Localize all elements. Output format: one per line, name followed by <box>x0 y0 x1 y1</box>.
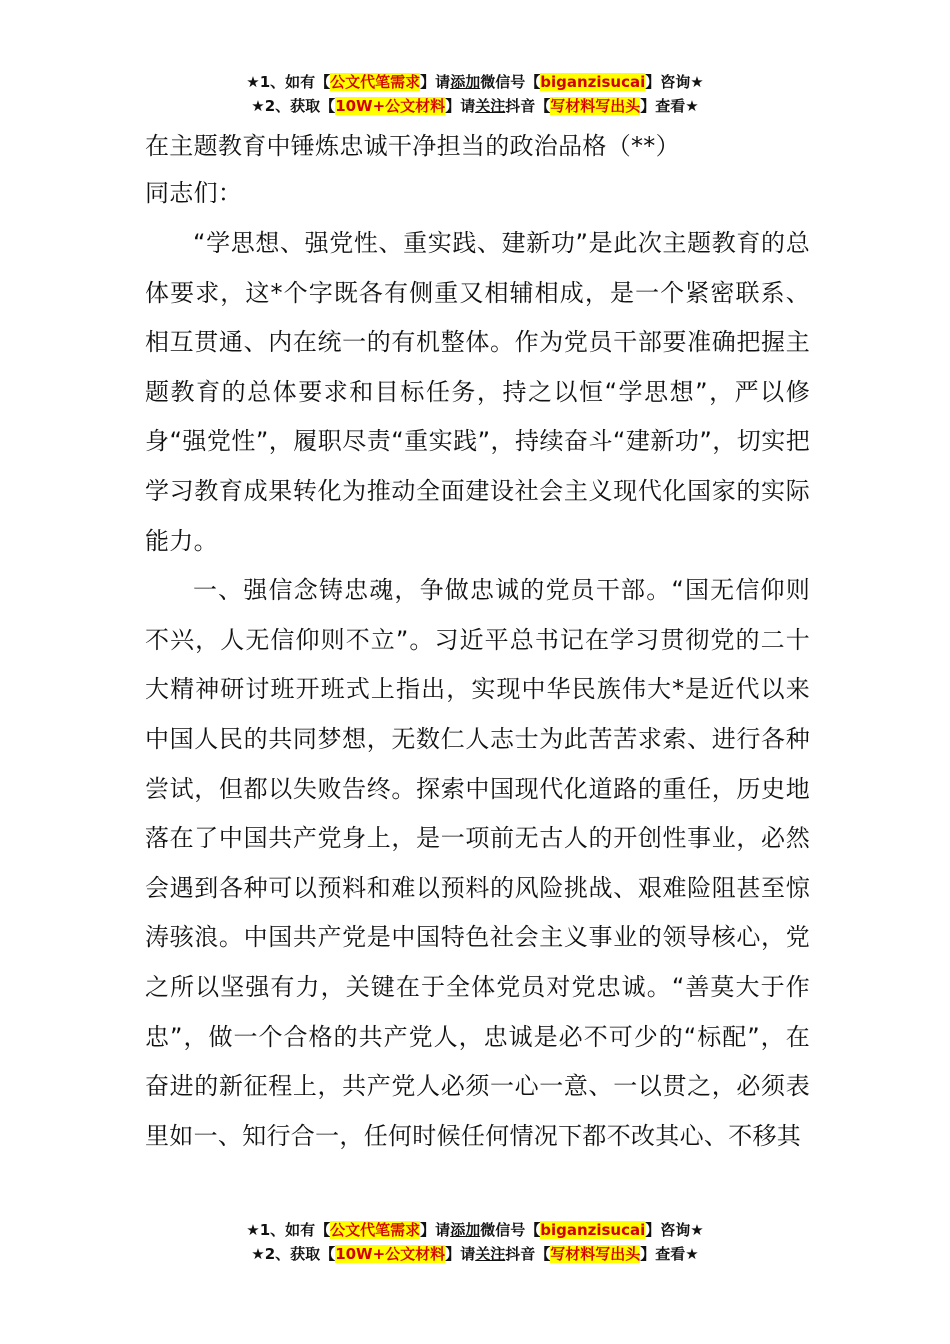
promo-line-1 <box>0 1218 950 1242</box>
promo-highlight-wechat: biganzisucai <box>540 73 646 91</box>
promo-text: 微信号【 <box>480 73 541 91</box>
promo-text: 抖音【 <box>505 1245 551 1263</box>
promo-line-2 <box>0 94 950 118</box>
promo-line-2 <box>0 1242 950 1266</box>
promo-text: 】咨询★ <box>645 73 704 91</box>
promo-text: ★1、如有【 <box>246 73 331 91</box>
promo-highlight-wechat: biganzisucai <box>540 1221 646 1239</box>
promo-underline: 添加 <box>450 1221 481 1239</box>
promo-text: 抖音【 <box>505 97 551 115</box>
promo-highlight: 公文代笔需求 <box>330 73 421 91</box>
promo-highlight: 10W+公文材料 <box>335 1245 446 1263</box>
promo-highlight: 公文代笔需求 <box>330 1221 421 1239</box>
promo-text: 微信号【 <box>480 1221 541 1239</box>
document-title: 在主题教育中锤炼忠诚干净担当的政治品格（**） <box>145 132 680 160</box>
paragraph: “学思想、强党性、重实践、建新功”是此次主题教育的总体要求，这*个字既各有侧重又相辅相成，是一个紧密联系、相互贯通、内在统一的有机整体。作为党员干部要准确把握主题教育的总体要求和目标任务，持之以恒“学思想”，严以修身“强党性”，履职尽责“重实践”，持续奋斗“建新功”，切实把学习教育成果转化为推动全面建设社会主义现代化国家的实际能力。 <box>145 229 810 555</box>
promo-text: 】请 <box>445 97 476 115</box>
salutation: 同志们： <box>145 179 243 207</box>
promo-text: 】请 <box>420 1221 451 1239</box>
promo-line-1 <box>0 70 950 94</box>
promo-banner-top <box>0 70 950 118</box>
promo-text: 】查看★ <box>640 1245 699 1263</box>
promo-text: 】请 <box>445 1245 476 1263</box>
document-body <box>145 125 810 1218</box>
promo-text: 】查看★ <box>640 97 699 115</box>
promo-highlight-douyin: 写材料写出头 <box>550 1245 641 1263</box>
promo-underline: 关注 <box>475 1245 506 1263</box>
promo-highlight-douyin: 写材料写出头 <box>550 97 641 115</box>
promo-text: ★1、如有【 <box>246 1221 331 1239</box>
promo-banner-bottom <box>0 1218 950 1266</box>
promo-text: ★2、获取【 <box>251 97 336 115</box>
promo-text: 】请 <box>420 73 451 91</box>
promo-text: ★2、获取【 <box>251 1245 336 1263</box>
promo-text: 】咨询★ <box>645 1221 704 1239</box>
paragraph: 一、强信念铸忠魂，争做忠诚的党员干部。“国无信仰则不兴，人无信仰则不立”。习近平总书记在学习贯彻党的二十大精神研讨班开班式上指出，实现中华民族伟大*是近代以来中国人民的共同梦想，无数仁人志士为此苦苦求索、进行各种尝试，但都以失败告终。探索中国现代化道路的重任，历史地落在了中国共产党身上，是一项前无古人的开创性事业，必然会遇到各种可以预料和难以预料的风险挑战、艰难险阻甚至惊涛骇浪。中国共产党是中国特色社会主义事业的领导核心，党之所以坚强有力，关键在于全体党员对党忠诚。“善莫大于作忠”，做一个合格的共产党人，忠诚是必不可少的“标配”，在奋进的新征程上，共产党人必须一心一意、一以贯之，必须表里如一、知行合一，任何时候任何情况下都不改其心、不移其 <box>145 576 810 1150</box>
promo-highlight: 10W+公文材料 <box>335 97 446 115</box>
promo-underline: 添加 <box>450 73 481 91</box>
promo-underline: 关注 <box>475 97 506 115</box>
